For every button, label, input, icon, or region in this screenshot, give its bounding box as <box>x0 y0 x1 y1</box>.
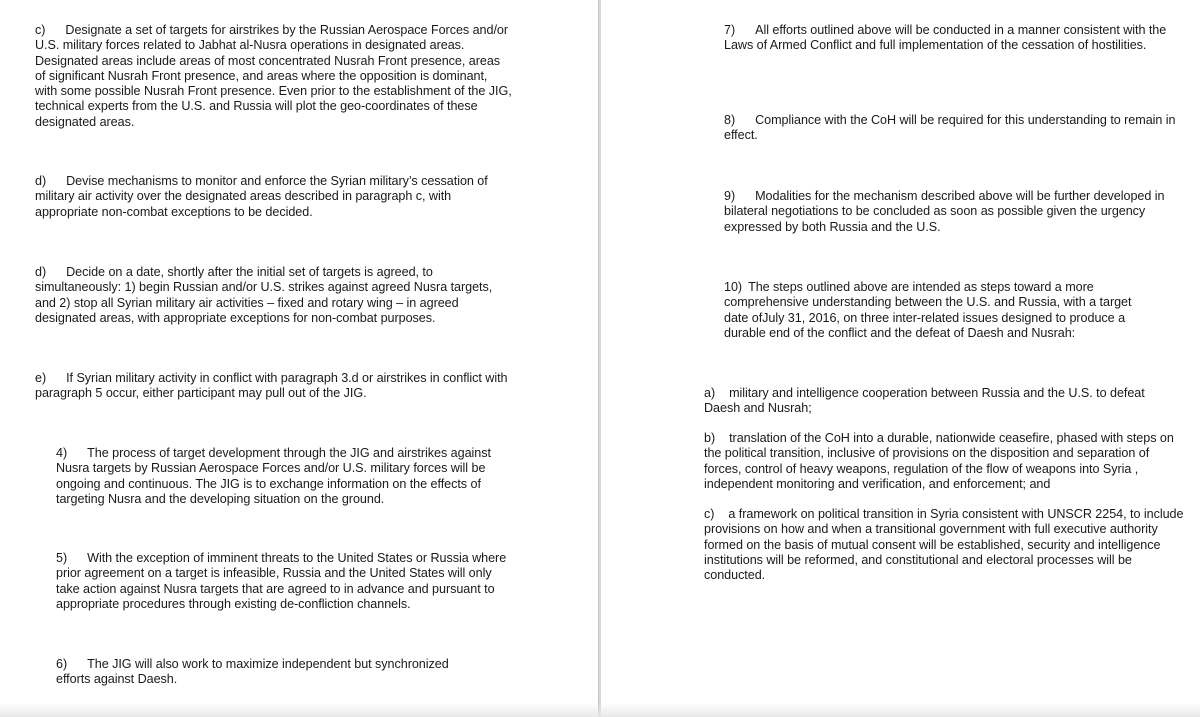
paragraph-label: 9) <box>724 189 736 203</box>
paragraph-text: a framework on political transition in Syria consistent with UNSCR 2254, to include provisions on how and when a transitional government with full executive authority formed on the basis of mutual consent will be established, security and intelligence institutions will be reformed, and constitutional and electoral processes will be conducted. <box>704 507 1184 583</box>
paragraph-label: c) <box>35 23 46 37</box>
paragraph-label: d) <box>35 174 47 188</box>
paragraph-label: b) <box>704 431 716 445</box>
paragraph-text: Designate a set of targets for airstrikes by the Russian Aerospace Forces and/or U.S. military forces related to Jabhat al-Nusra operations in designated areas. Designated areas include areas of most concentrated Nusrah Front presence, areas of significant Nusrah Front presence, and areas where the opposition is dominant, with some possible Nusrah Front presence. Even prior to the establishment of the JIG, technical experts from the U.S. and Russia will plot the geo-coordinates of these designated areas. <box>35 23 512 129</box>
right-document-page <box>601 0 1200 717</box>
paragraph-label: 7) <box>724 23 736 37</box>
paragraph-label: 4) <box>56 446 68 460</box>
paragraph-label: 10) <box>724 280 743 294</box>
paragraph-text: Devise mechanisms to monitor and enforce the Syrian military’s cessation of military air activity over the designated areas described in paragraph c, with appropriate non-combat exceptions to be decided. <box>35 174 488 219</box>
paragraph-label: 6) <box>56 657 68 671</box>
paragraph-7-laws-of-armed-conflict <box>724 23 1176 54</box>
paragraph-text: Decide on a date, shortly after the initial set of targets is agreed, to simultaneously: 1) begin Russian and/or U.S. strikes against agreed Nusra targets, and 2) stop all Syrian military air activities – fixed and rotary wing – in agreed designated areas, with appropriate exceptions for non-combat purposes. <box>35 265 493 325</box>
paragraph-e-pullout <box>35 371 517 402</box>
paragraph-label: 5) <box>56 551 68 565</box>
paragraph-8-compliance <box>724 113 1176 144</box>
paragraph-text: The process of target development through the JIG and airstrikes against Nusra targets by Russian Aerospace Forces and/or U.S. military forces will be ongoing and continuous. The JIG is to exchange information on the effects of targeting Nusra and the developing situation on the ground. <box>56 446 491 506</box>
paragraph-label: d) <box>35 265 47 279</box>
paragraph-10-comprehensive-understanding <box>724 280 1156 341</box>
paragraph-6-daesh <box>56 657 486 688</box>
paragraph-label: a) <box>704 386 716 400</box>
paragraph-text: If Syrian military activity in conflict with paragraph 3.d or airstrikes in conflict with paragraph 5 occur, either participant may pull out of the JIG. <box>35 371 508 401</box>
paragraph-label: e) <box>35 371 47 385</box>
paragraph-text: The JIG will also work to maximize independent but synchronized efforts against Daesh. <box>56 657 449 687</box>
paragraph-c-targets <box>35 23 513 130</box>
paragraph-text: Modalities for the mechanism described above will be further developed in bilateral negotiations to be concluded as soon as possible given the urgency expressed by both Russia and the U.S. <box>724 189 1165 234</box>
paragraph-label: 8) <box>724 113 736 127</box>
paragraph-text: translation of the CoH into a durable, nationwide ceasefire, phased with steps on the political transition, inclusive of provisions on the disposition and separation of forces, control of heavy weapons, regulation of the flow of weapons into Syria , independent monitoring and verification, and enforcement; and <box>704 431 1174 491</box>
paragraph-text: military and intelligence cooperation between Russia and the U.S. to defeat Daesh and Nusrah; <box>704 386 1145 416</box>
left-document-page <box>0 0 598 717</box>
paragraph-label: c) <box>704 507 715 521</box>
paragraph-4-target-development <box>56 446 516 507</box>
paragraph-d-monitor <box>35 174 513 220</box>
paragraph-text: All efforts outlined above will be conducted in a manner consistent with the Laws of Armed Conflict and full implementation of the cessation of hostilities. <box>724 23 1167 53</box>
paragraph-text: Compliance with the CoH will be required for this understanding to remain in effect. <box>724 113 1176 143</box>
paragraph-b-ceasefire <box>704 431 1186 492</box>
paragraph-c-political-transition <box>704 507 1186 583</box>
paragraph-5-imminent-threats <box>56 551 516 612</box>
paragraph-text: The steps outlined above are intended as steps toward a more comprehensive understanding between the U.S. and Russia, with a target date ofJuly 31, 2016, on three inter-related issues designed to produce a durable end of the conflict and the defeat of Daesh and Nusrah: <box>724 280 1132 340</box>
bottom-shadow <box>0 703 1200 717</box>
paragraph-a-cooperation <box>704 386 1184 417</box>
paragraph-text: With the exception of imminent threats to the United States or Russia where prior agreement on a target is infeasible, Russia and the United States will only take action against Nusra targets that are agreed to in advance and pursuant to appropriate procedures through existing de-confliction channels. <box>56 551 507 611</box>
paragraph-d-date <box>35 265 515 326</box>
paragraph-9-modalities <box>724 189 1176 235</box>
